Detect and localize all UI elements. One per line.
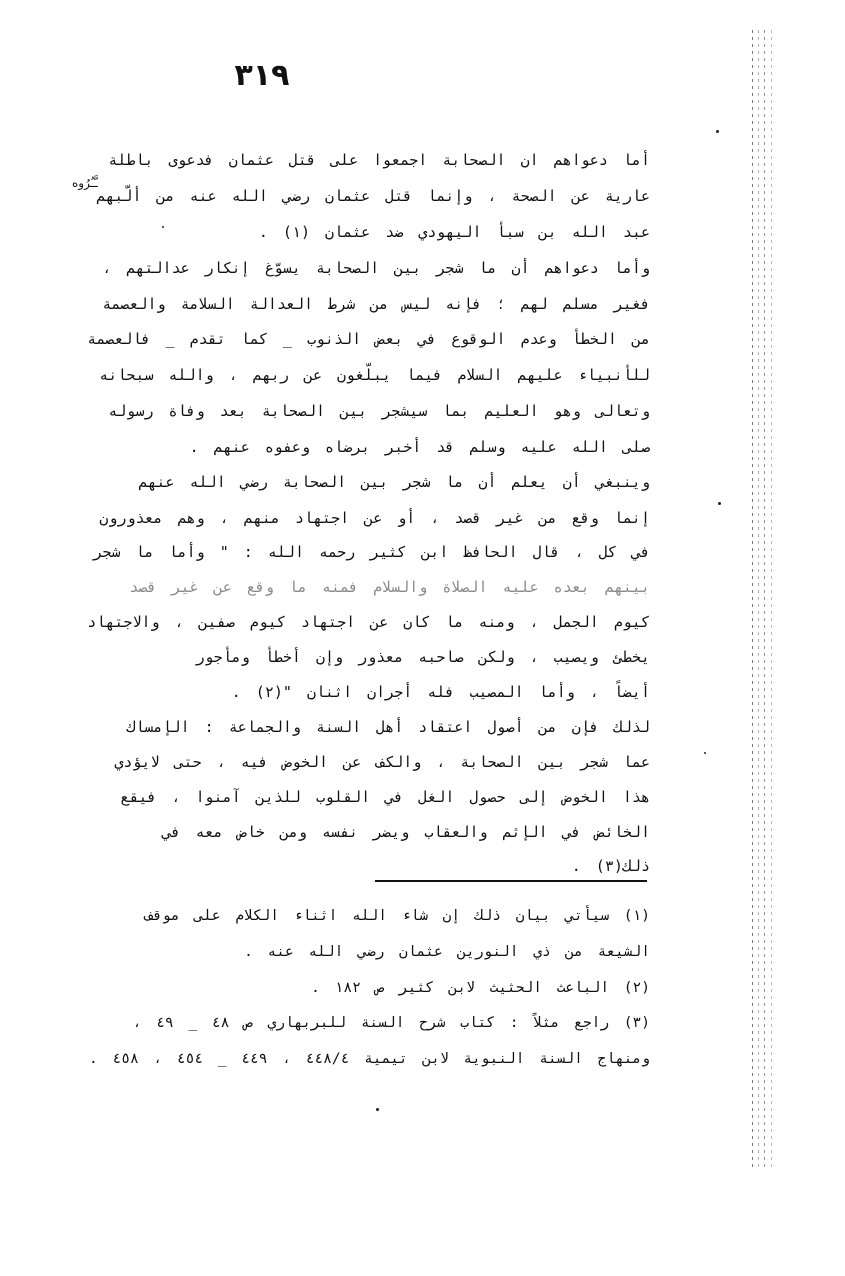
footnote-separator — [375, 880, 647, 882]
scan-speck — [376, 1108, 379, 1111]
page-number: ٣١٩ — [234, 58, 290, 93]
body-line: عما شجر بين الصحابة ، والكف عن الخوض فيه ، حتى لايؤدي — [114, 753, 650, 771]
body-line: بينهم بعده عليه الصلاة والسلام فمنه ما وقع عن غير قصد — [129, 578, 650, 596]
body-line: وتعالى وهو العليم بما سيشجر بين الصحابة بعد وفاة رسوله — [108, 402, 650, 420]
body-line: عبد الله بن سبأ اليهودي ضد عثمان (١) . — [258, 223, 650, 241]
body-line: صلى الله عليه وسلم قد أخبر برضاه وعفوه عنهم . — [189, 438, 650, 456]
footnote-line: (٢) الباعث الحثيث لابن كثير ص ١٨٢ . — [311, 980, 650, 996]
body-line: للأنبياء عليهم السلام فيما يبلّغون عن ربهم ، والله سبحانه — [99, 366, 650, 384]
body-line: من الخطأ وعدم الوقوع في بعض الذنوب _ كما تقدم _ فالعصمة — [87, 330, 650, 348]
footnote-line: (٣) راجع مثلاً : كتاب شرح السنة للبربهاري ص ٤٨ _ ٤٩ ، — [132, 1015, 650, 1031]
body-line: عارية عن الصحة ، وإنما قتل عثمان رضي الله عنه من ألّبهم — [96, 187, 650, 205]
body-line: لذلك فإن من أصول اعتقاد أهل السنة والجماعة : الإمساك — [126, 718, 650, 736]
footnote-line: (١) سيأتي بيان ذلك إن شاء الله اثناء الكلام على موقف — [144, 908, 650, 924]
body-line: وأما دعواهم أن ما شجر بين الصحابة يسوّغ إنكار عدالتهم ، — [102, 259, 650, 277]
body-line: الخائض في الإثم والعقاب ويضر نفسه ومن خاض معه في — [162, 823, 650, 841]
handwritten-diacritic: ـَّـُرُوه — [72, 176, 98, 190]
body-line: يخطئ ويصيب ، ولكن صاحبه معذور وإن أخطأ ومأجور — [195, 648, 650, 666]
body-line: إنما وقع من غير قصد ، أو عن اجتهاد منهم ، وهم معذورون — [99, 509, 650, 527]
body-line: هذا الخوض إلى حصول الغل في القلوب للذين آمنوا ، فيقع — [120, 788, 650, 806]
scan-speck — [704, 752, 706, 754]
scan-edge-artifact — [750, 30, 780, 1170]
scan-streak — [758, 30, 759, 1170]
body-line: كيوم الجمل ، ومنه ما كان عن اجتهاد كيوم صفين ، والاجتهاد — [87, 613, 650, 631]
footnote-line: ومنهاج السنة النبوية لابن تيمية ٤٤٨/٤ ، ٤٤٩ _ ٤٥٤ ، ٤٥٨ . — [89, 1051, 650, 1067]
footnote-line: الشيعة من ذي النورين عثمان رضي الله عنه . — [244, 944, 650, 960]
scan-streak — [752, 30, 753, 1170]
body-line: فغير مسلم لهم ؛ فإنه ليس من شرط العدالة السلامة والعصمة — [102, 295, 650, 313]
scan-speck — [718, 502, 721, 505]
body-line: ذلك(٣) . — [571, 857, 650, 875]
scan-speck — [162, 226, 164, 228]
scan-speck — [716, 130, 719, 133]
body-line: وينبغي أن يعلم أن ما شجر بين الصحابة رضي الله عنهم — [138, 473, 650, 491]
scan-streak — [764, 30, 765, 1170]
body-line: في كل ، قال الحافظ ابن كثير رحمه الله : " وأما ما شجر — [93, 543, 650, 561]
scan-streak — [771, 30, 772, 1170]
body-line: أما دعواهم ان الصحابة اجمعوا على قتل عثمان فدعوى باطلة — [108, 151, 650, 169]
body-line: أيضاً ، وأما المصيب فله أجران اثنان "(٢) . — [231, 683, 650, 701]
